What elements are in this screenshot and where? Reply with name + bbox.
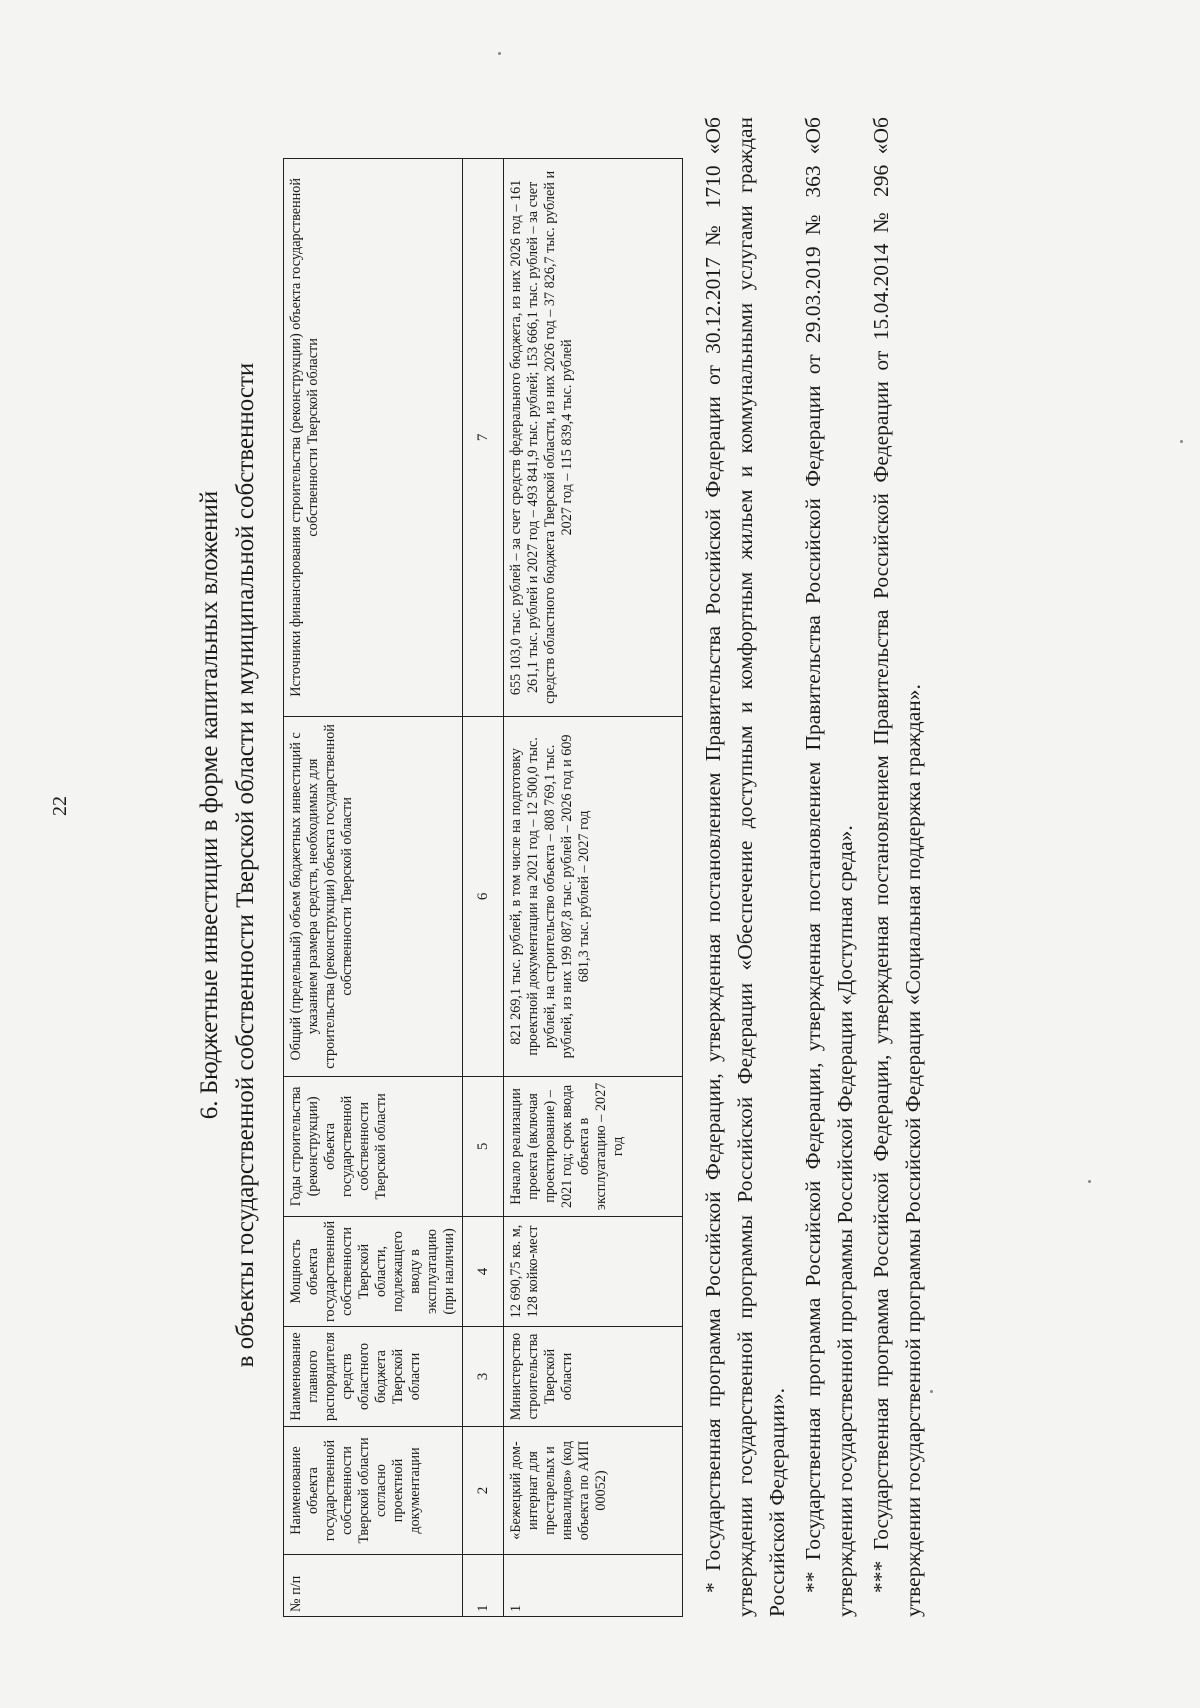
page-number: 22 — [49, 796, 71, 816]
header-cell: Годы строительства (реконструкции) объекта государственной собственности Тверской области — [284, 1076, 463, 1216]
table-cell: 1 — [504, 1555, 683, 1617]
column-number: 3 — [463, 1327, 504, 1427]
footnotes — [697, 117, 929, 1617]
table-cell: Министерство строительства Тверской области — [504, 1327, 683, 1427]
column-number: 7 — [463, 158, 504, 716]
header-cell: Наименование объекта государственной собственности Тверской области согласно проектной документации — [284, 1427, 463, 1555]
header-cell: Общий (предельный) объем бюджетных инвестиций с указанием размера средств, необходимых для строительства (реконструкции) объекта государственной собственности Тверской области — [284, 716, 463, 1076]
header-cell: Источники финансирования строительства (реконструкции) объекта государственной собственности Тверской области — [284, 158, 463, 716]
header-cell: № п/п — [284, 1555, 463, 1617]
section-title: 6. Бюджетные инвестиции в форме капитальных вложений — [196, 490, 223, 1120]
table-cell: Начало реализации проекта (включая проектирование) – 2021 год; срок ввода объекта в эксплуатацию – 2027 год — [504, 1076, 683, 1216]
table-cell: 12 690,75 кв. м, 128 койко-мест — [504, 1216, 683, 1326]
table-cell: 821 269,1 тыс. рублей, в том числе на подготовку проектной документации на 2021 год – 12 500,0 тыс. рублей, на строительство объекта – 808 769,1 тыс. рублей, из них 199 087,8 тыс. рублей – 2026 год и 609 681,3 тыс. рублей – 2027 год — [504, 716, 683, 1076]
section-subtitle: в объекты государственной собственности Тверской области и муниципальной собственности — [232, 362, 259, 1368]
table-row — [504, 158, 683, 1616]
scan-speck — [1088, 1180, 1091, 1183]
footnote: *** Государственная программа Российской Федерации, утвержденная постановлением Правительства Российской Федерации от 15.04.2014 № 296 «Об утверждении государственной программы Российской Федерации «Социальная поддержка граждан». — [869, 117, 925, 1617]
footnote: * Государственная программа Российской Федерации, утвержденная постановлением Правительства Российской Федерации от 30.12.2017 № 1710 «Об утверждении государственной программы Российской Федерации «Обеспечение доступным и комфортным жильем и коммунальными услугами граждан Российской Федерации». — [701, 117, 789, 1617]
column-number: 6 — [463, 716, 504, 1076]
table-cell: 655 103,0 тыс. рублей – за счет средств федерального бюджета, из них 2026 год – 161 261,1 тыс. рублей и 2027 год – 493 841,9 тыс. рублей; 153 666,1 тыс. рублей – за счет средств областного бюджета Тверской области, из них 2026 год – 37 826,7 тыс. рублей и 2027 год – 115 839,4 тыс. рублей — [504, 158, 683, 716]
investment-table — [283, 158, 683, 1617]
scan-speck — [1180, 440, 1183, 443]
scan-speck — [930, 1390, 933, 1393]
column-number: 4 — [463, 1216, 504, 1326]
column-number: 5 — [463, 1076, 504, 1216]
column-number: 1 — [463, 1555, 504, 1617]
footnote: ** Государственная программа Российской Федерации, утвержденная постановлением Правительства Российской Федерации от 29.03.2019 № 363 «Об утверждении государственной программы Российской Федерации «Доступная среда». — [801, 117, 857, 1617]
header-cell: Наименование главного распорядителя средств областного бюджета Тверской области — [284, 1327, 463, 1427]
column-number: 2 — [463, 1427, 504, 1555]
scan-speck — [498, 52, 501, 55]
header-cell: Мощность объекта государственной собственности Тверской области, подлежащего вводу в эксплуатацию (при наличии) — [284, 1216, 463, 1326]
rotated-page-content — [195, 95, 1045, 1635]
table-header-row — [284, 158, 463, 1616]
column-number-row — [463, 158, 504, 1616]
table-cell: «Бежецкий дом-интернат для престарелых и инвалидов» (код объекта по АИП 00052) — [504, 1427, 683, 1555]
